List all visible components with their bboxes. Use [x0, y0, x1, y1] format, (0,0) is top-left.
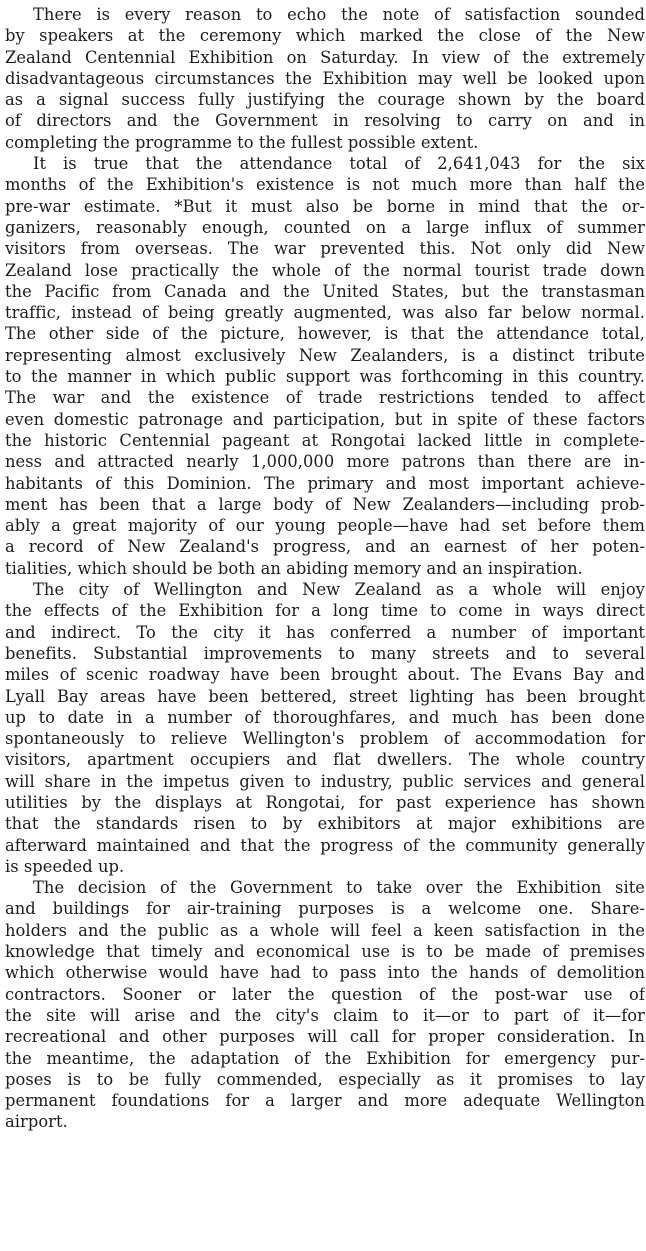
text-line: Zealand lose practically the whole of the normal tourist trade down: [5, 260, 645, 280]
text-line: poses is to be fully commended, especially as it promises to lay: [5, 1069, 645, 1089]
text-line: to the manner in which public support was forthcoming in this country.: [5, 367, 645, 387]
text-line: by speakers at the ceremony which marked the close of the New: [5, 26, 645, 46]
text-line: representing almost exclusively New Zealanders, is a distinct tribute: [5, 345, 645, 365]
text-line: of directors and the Government in resolving to carry on and in: [5, 111, 645, 131]
text-line: airport.: [5, 1112, 68, 1132]
text-line: is speeded up.: [5, 856, 125, 876]
text-line: the Pacific from Canada and the United States, but the transtasman: [5, 281, 645, 301]
text-line: utilities by the displays at Rongotai, for past experience has shown: [5, 792, 645, 812]
text-line: recreational and other purposes will call for proper consideration. In: [5, 1027, 645, 1047]
paragraph-1: [5, 4, 646, 153]
text-line: It is true that the attendance total of 2,641,043 for the six: [33, 154, 645, 174]
text-line: the meantime, the adaptation of the Exhibition for emergency pur-: [5, 1048, 645, 1068]
text-line: the effects of the Exhibition for a long time to come in ways direct: [5, 601, 645, 621]
text-line: ably a great majority of our young people—have had set before them: [5, 516, 645, 536]
text-line: afterward maintained and that the progress of the community generally: [5, 835, 645, 855]
text-line: The other side of the picture, however, is that the attendance total,: [5, 324, 645, 344]
text-line: knowledge that timely and economical use is to be made of premises: [5, 942, 645, 962]
text-line: even domestic patronage and participation, but in spite of these factors: [5, 409, 645, 429]
text-line: The city of Wellington and New Zealand as a whole will enjoy: [33, 580, 645, 600]
text-line: the historic Centennial pageant at Rongotai lacked little in complete-: [5, 430, 645, 450]
text-line: The war and the existence of trade restrictions tended to affect: [5, 388, 645, 408]
text-line: habitants of this Dominion. The primary and most important achieve-: [5, 473, 645, 493]
text-line: ment has been that a large body of New Zealanders—including prob-: [5, 494, 645, 514]
text-line: a record of New Zealand's progress, and an earnest of her poten-: [5, 537, 645, 557]
text-line: pre-war estimate. *But it must also be borne in mind that the or-: [5, 196, 645, 216]
text-line: completing the programme to the fullest possible extent.: [5, 132, 479, 152]
text-line: spontaneously to relieve Wellington's problem of accommodation for: [5, 729, 645, 749]
text-line: which otherwise would have had to pass into the hands of demolition: [5, 963, 645, 983]
text-line: The decision of the Government to take over the Exhibition site: [33, 878, 645, 898]
text-line: tialities, which should be both an abiding memory and an inspiration.: [5, 558, 583, 578]
text-line: There is every reason to echo the note of satisfaction sounded: [33, 5, 645, 24]
paragraph-2: [5, 153, 646, 579]
paragraph-4: [5, 877, 646, 1133]
text-line: and buildings for air-training purposes is a welcome one. Share-: [5, 899, 645, 919]
text-line: traffic, instead of being greatly augmented, was also far below normal.: [5, 303, 645, 323]
text-line: visitors from overseas. The war prevented this. Not only did New: [5, 239, 645, 259]
text-line: permanent foundations for a larger and more adequate Wellington: [5, 1091, 645, 1111]
paragraph-3: [5, 579, 646, 877]
text-line: benefits. Substantial improvements to many streets and to several: [5, 643, 645, 663]
text-line: holders and the public as a whole will feel a keen satisfaction in the: [5, 920, 645, 940]
text-line: contractors. Sooner or later the question of the post-war use of: [5, 984, 645, 1004]
text-line: Zealand Centennial Exhibition on Saturday. In view of the extremely: [5, 47, 645, 67]
text-line: as a signal success fully justifying the courage shown by the board: [5, 90, 645, 110]
text-line: will share in the impetus given to industry, public services and general: [5, 771, 645, 791]
text-line: months of the Exhibition's existence is not much more than half the: [5, 175, 645, 195]
text-line: visitors, apartment occupiers and flat dwellers. The whole country: [5, 750, 645, 770]
text-line: the site will arise and the city's claim to it—or to part of it—for: [5, 1005, 645, 1025]
text-line: ness and attracted nearly 1,000,000 more patrons than there are in-: [5, 452, 645, 472]
text-line: ganizers, reasonably enough, counted on a large influx of summer: [5, 217, 645, 237]
text-line: disadvantageous circumstances the Exhibition may well be looked upon: [5, 68, 645, 88]
text-line: miles of scenic roadway have been brought about. The Evans Bay and: [5, 665, 645, 685]
text-line: Lyall Bay areas have been bettered, street lighting has been brought: [5, 686, 645, 706]
text-line: and indirect. To the city it has conferred a number of important: [5, 622, 645, 642]
text-line: up to date in a number of thoroughfares, and much has been done: [5, 707, 645, 727]
text-line: that the standards risen to by exhibitors at major exhibitions are: [5, 814, 645, 834]
